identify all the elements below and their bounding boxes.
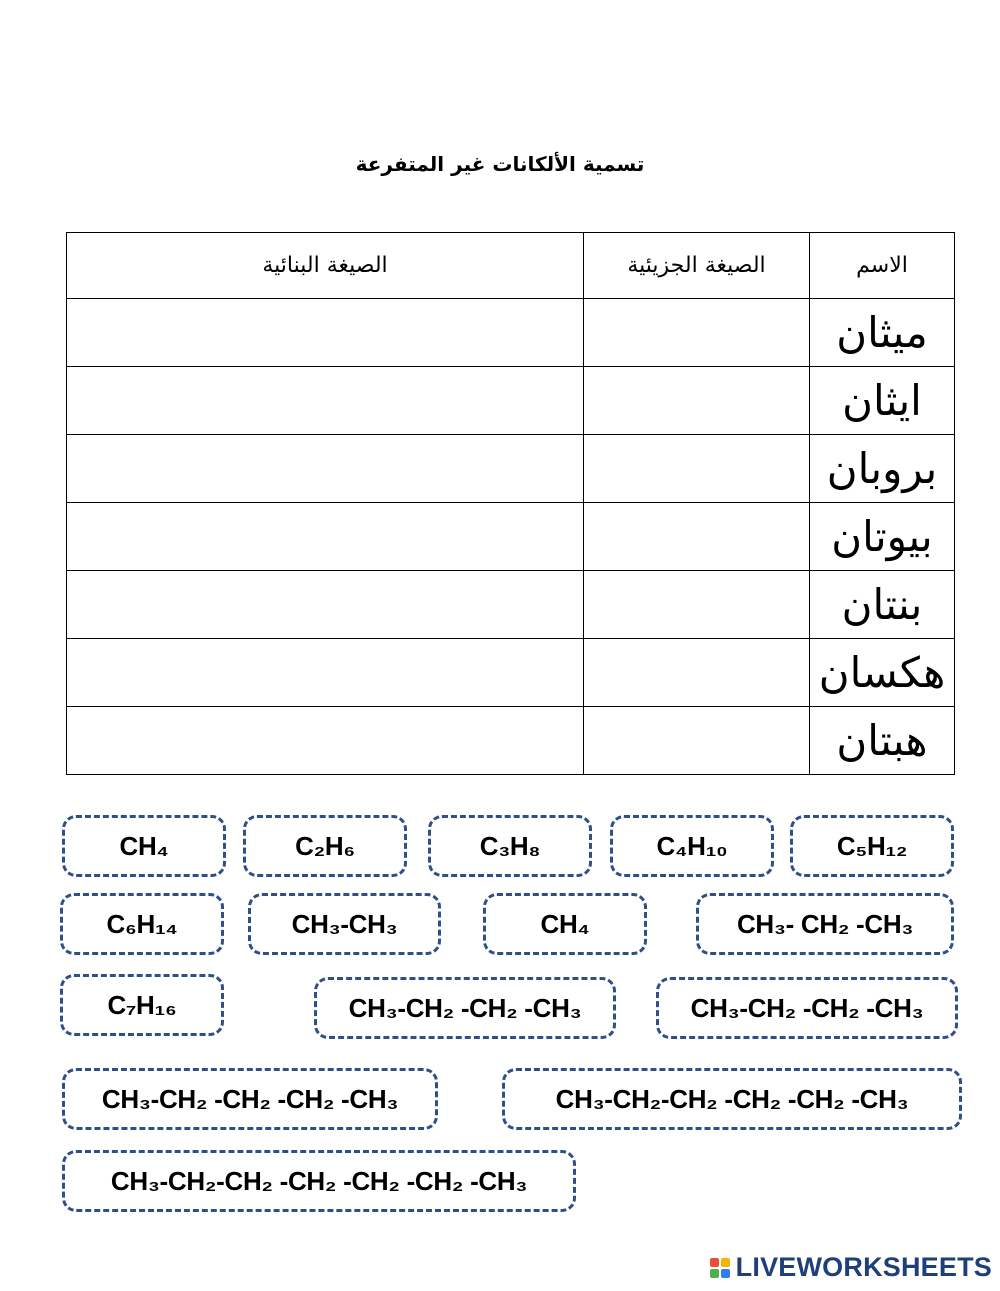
alkane-table — [66, 232, 955, 775]
drop-zone-structural[interactable] — [67, 639, 584, 707]
table-row — [67, 571, 955, 639]
answer-card[interactable]: C₄H₁₀ — [610, 815, 774, 877]
brand-name: LIVEWORKSHEETS — [735, 1252, 992, 1282]
table-row — [67, 299, 955, 367]
answer-card[interactable]: CH₃-CH₂-CH₂ -CH₂ -CH₂ -CH₃ — [502, 1068, 962, 1130]
table-row — [67, 707, 955, 775]
drop-zone-molecular[interactable] — [584, 367, 810, 435]
answer-card[interactable]: C₂H₆ — [243, 815, 407, 877]
answer-card[interactable]: CH₄ — [62, 815, 226, 877]
alkane-name: بروبان — [810, 435, 955, 503]
drop-zone-molecular[interactable] — [584, 435, 810, 503]
drop-zone-structural[interactable] — [67, 367, 584, 435]
alkane-name: هكسان — [810, 639, 955, 707]
page-title: تسمية الألكانات غير المتفرعة — [355, 152, 645, 176]
table-row — [67, 435, 955, 503]
drop-zone-structural[interactable] — [67, 435, 584, 503]
drop-zone-molecular[interactable] — [584, 503, 810, 571]
drop-zone-structural[interactable] — [67, 503, 584, 571]
alkane-name: ايثان — [810, 367, 955, 435]
liveworksheets-brand — [710, 1252, 992, 1283]
drop-zone-structural[interactable] — [67, 707, 584, 775]
header-structural-formula: الصيغة البنائية — [67, 233, 584, 299]
answer-card[interactable]: CH₃- CH₂ -CH₃ — [696, 893, 954, 955]
answer-card[interactable]: CH₃-CH₃ — [248, 893, 441, 955]
answer-card[interactable]: CH₃-CH₂ -CH₂ -CH₃ — [314, 977, 616, 1039]
table-header-row — [67, 233, 955, 299]
answer-card[interactable]: C₃H₈ — [428, 815, 592, 877]
answer-card[interactable]: CH₃-CH₂ -CH₂ -CH₂ -CH₃ — [62, 1068, 438, 1130]
answer-card[interactable]: CH₄ — [483, 893, 647, 955]
alkane-name: هبتان — [810, 707, 955, 775]
answer-card[interactable]: CH₃-CH₂ -CH₂ -CH₃ — [656, 977, 958, 1039]
drop-zone-molecular[interactable] — [584, 571, 810, 639]
liveworksheets-logo-icon — [710, 1258, 730, 1278]
alkane-name: بنتان — [810, 571, 955, 639]
alkane-name: ميثان — [810, 299, 955, 367]
table-row — [67, 639, 955, 707]
answer-card[interactable]: C₇H₁₆ — [60, 974, 224, 1036]
drop-zone-structural[interactable] — [67, 571, 584, 639]
answer-card[interactable]: C₅H₁₂ — [790, 815, 954, 877]
drop-zone-molecular[interactable] — [584, 639, 810, 707]
alkane-name: بيوتان — [810, 503, 955, 571]
table-row — [67, 503, 955, 571]
header-name: الاسم — [810, 233, 955, 299]
drop-zone-molecular[interactable] — [584, 299, 810, 367]
drop-zone-molecular[interactable] — [584, 707, 810, 775]
table-row — [67, 367, 955, 435]
drop-zone-structural[interactable] — [67, 299, 584, 367]
header-molecular-formula: الصيغة الجزيئية — [584, 233, 810, 299]
answer-card[interactable]: CH₃-CH₂-CH₂ -CH₂ -CH₂ -CH₂ -CH₃ — [62, 1150, 576, 1212]
answer-card[interactable]: C₆H₁₄ — [60, 893, 224, 955]
